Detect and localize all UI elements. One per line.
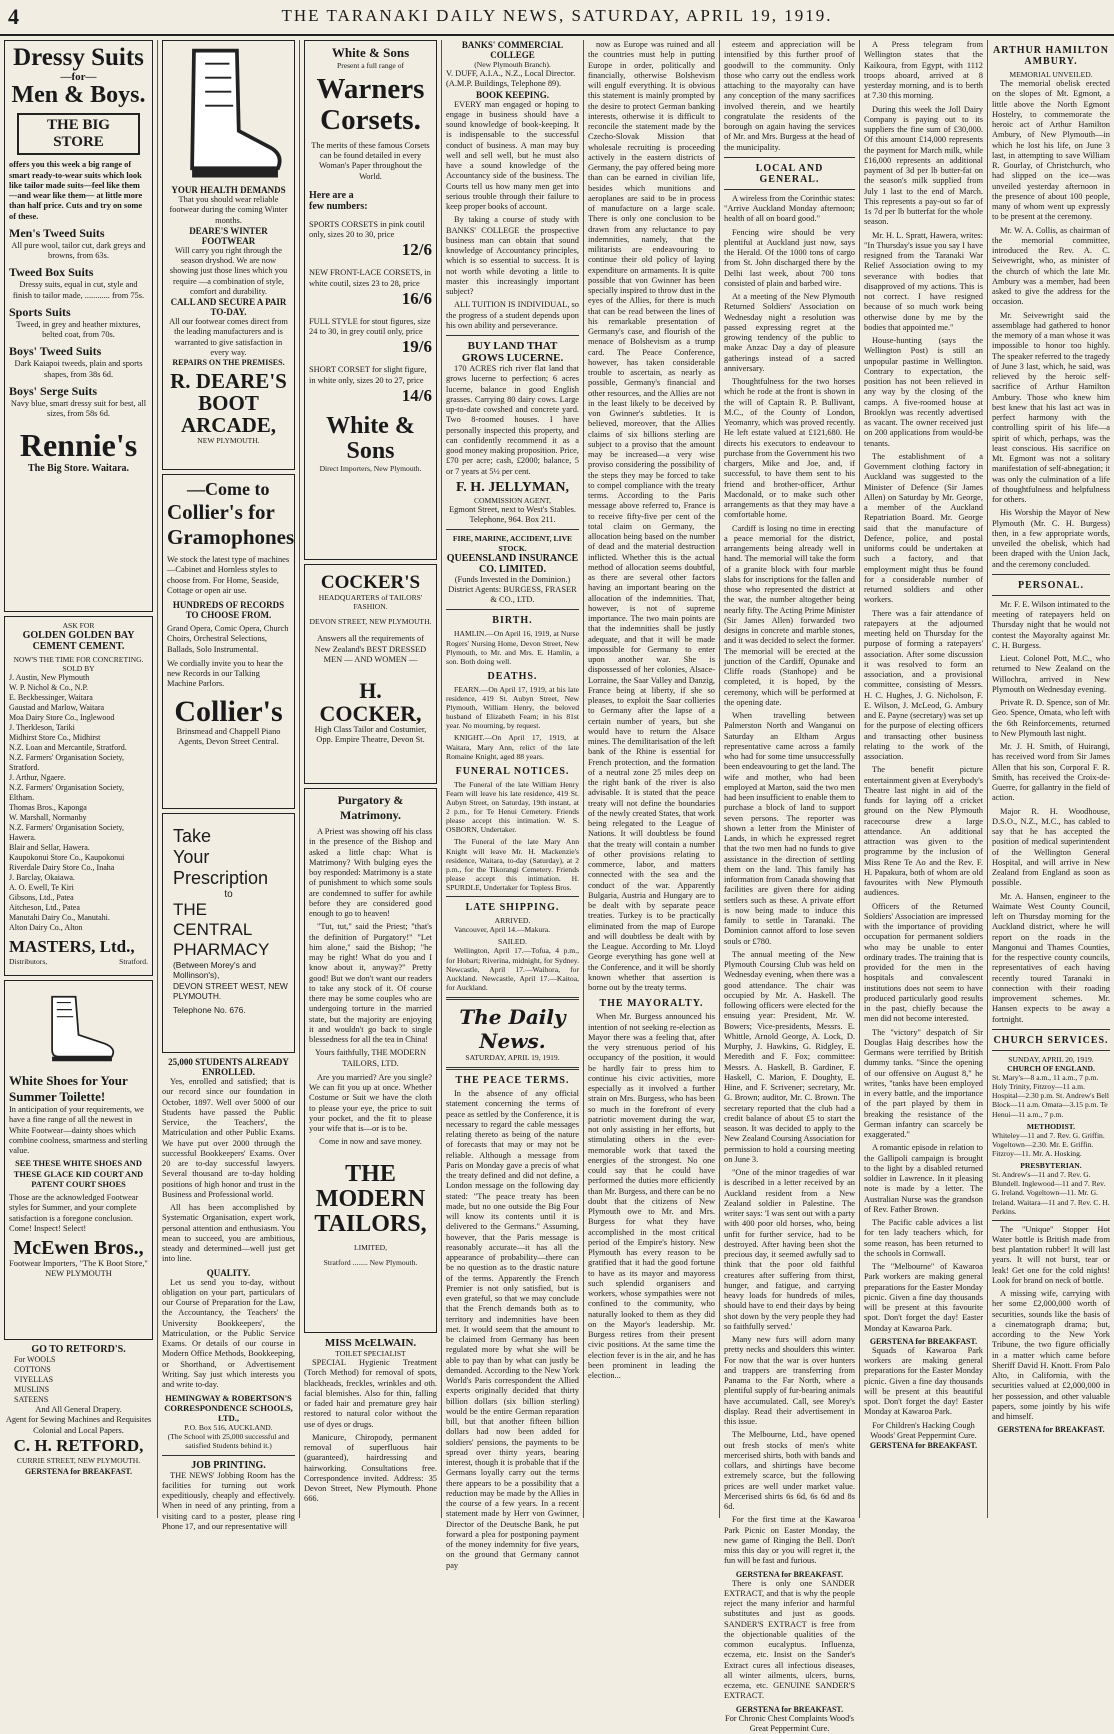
tuition-body: ALL TUITION IS INDIVIDUAL, so the progress of a student depends upon his own ability and perseverance. [446, 300, 579, 331]
corset-item-price: 14/6 [309, 386, 432, 406]
personal-item: Mr. A. Hansen, engineer to the Waimate West County Council, left on Thursday morning for the Auckland district, where he will report on the roads in the Mangonui and Thames Counties, for the respective county councils, representatives of each having recently toured Taranaki in connection with their roading improvement schemes. Mr. Hansen expects to be away a fortnight. [992, 892, 1110, 1025]
students-body-2: All has been accomplished by Systematic Organisation, expert work, personal attention and enthusiasm. You mean to succeed, you are ambitious, steady and determined—well just get into line. [162, 1203, 295, 1265]
mcewen-ad [4, 980, 153, 1340]
masters-town: Stratford. [119, 957, 148, 966]
suit-item [9, 305, 148, 341]
retford-drapery: And All General Drapery. [4, 1405, 153, 1415]
colliers-invite: We cordially invite you to hear the new Records in our Talking Machine Parlors. [167, 659, 290, 690]
death-notice: FEARN.—On April 17, 1919, at his late residence, 419 St. Aubyn Street, New Plymouth, William Henry, the beloved husband of Elizabeth Fearn; in his 81st year. No mourning, by request. [446, 685, 579, 731]
see-these: SEE THESE WHITE SHOES AND THESE GLACE KID COURT AND PATENT COURT SHOES [9, 1159, 148, 1190]
column-1 [0, 40, 158, 1518]
cement-stockist: J. Arthur, Ngaere. [9, 773, 148, 783]
banks-heading: BANKS' COMMERCIAL COLLEGE [446, 40, 579, 60]
ambury-body-2: Mr. W. A. Collis, as chairman of the memorial committee, introduced the Rev. A. C. Seivewright, who, as minister of the church of which the late Mr. Ambury was a member, had been asked to give the address for the occasion. [992, 226, 1110, 308]
white-sons-address: Direct Importers, New Plymouth. [309, 464, 432, 473]
gramophones: Gramophones [167, 525, 290, 550]
colliers-body: We stock the latest type of machines—Cabinet and Hornless styles to choose from. For Home, Seaside, Cottage or open air use. [167, 555, 290, 596]
corset-item-desc: SPORTS CORSETS in pink coutil only, sizes 20 to 30, price [309, 220, 432, 241]
sailed-heading: SAILED. [446, 937, 579, 946]
mcewen-subtitle: Footwear Importers, "The K Boot Store," NEW PLYMOUTH [9, 1259, 148, 1280]
local-item: The "Melbourne" of Kawaroa Park workers are making general preparations for the Easter Monday picnic. Given a fine day thousands will be present at this favourite spot. Don't forget the day! Easter Monday at Kawaroa Park. [864, 1262, 983, 1334]
ambury-heading: ARTHUR HAMILTON AMBURY. [992, 45, 1110, 67]
suit-item-name: Boys' Serge Suits [9, 384, 148, 399]
cockers-body: Answers all the requirements of New Zealand's BEST DRESSED MEN — AND WOMEN — [309, 634, 432, 665]
suit-item-desc: All pure wool, tailor cut, dark greys and browns, from 63s. [9, 241, 148, 262]
for-text: —for— [9, 71, 148, 83]
peace-terms-body: In the absence of any official statement concerning the terms of peace as settled by the Conference, it is necessary to regard the cable messages relating thereto as being of the nature of forecasts that may or may not be reliable. Although a message from Paris on Monday gave a precis of what the treaty defined and did not define, a London message on the following day stated: "The peace treaty has been made, but no one outside the Big Four will know its contents until it is delivered to the Germans." Assuming, however, that the Paris message is reasonably accurate—it has all the appearance of probability—there can be no question as to the drastic nature of the terms. Apparently the French Premier is not only satisfied, but is even grateful, so that we may conclude that the French demands both as to territory and indemnities have been met. It would seem that the amount to be claimed from Germany has been regulated more by what she will be able to pay than by what can justly be demanded. According to the New York World's Paris correspondent the Allied experts originally decided that thirty billion dollars (six billion sterling) would be the entire German reparation bill, but that another fifteen billion dollars had now been added for soldiers' pensions, the payments to be spread over thirty years, bearing interest, though it is probable that if the Germans loyally carry out the terms there appears to be a possibility that a reduction may be made by the Allies in the course of a few years. In a recent statement made by Herr von Gwinner, Director of the Deutsche Bank, he put forward a plea for postponing payment of the money indemnity for five years, on the ground that Germany cannot pay [446, 1089, 579, 1571]
hemingway-ad [162, 1057, 295, 1417]
banks-director: V. DUFF, A.I.A., N.Z., Local Director. (A.M.P. Buildings, Telephone 89). [446, 69, 579, 90]
suit-item [9, 384, 148, 420]
hemingway-address: P.O. Box 516, AUCKLAND. [162, 1423, 295, 1432]
funeral-heading: FUNERAL NOTICES. [446, 766, 579, 777]
corset-item-desc: FULL STYLE for stout figures, size 24 to 30, in grey coutil only, price [309, 317, 432, 338]
personal-heading: PERSONAL. [992, 580, 1110, 591]
banks-college-ad [446, 40, 579, 331]
bookkeeping-body: EVERY man engaged or hoping to engage in business should have a sound knowledge of book-keeping. It is indispensable to the successful conduct of business. A man may buy well and sell well, but he must also have a sound knowledge of the Accountancy side of the business. The Courts tell us how many men get into serious trouble through their failure to keep proper books of account. [446, 100, 579, 213]
suit-item [9, 265, 148, 301]
cement-stockist: E. Beckbessinger, Waitara [9, 693, 148, 703]
mcewen-logo: McEwen Bros., [9, 1238, 148, 1259]
deare-winter: DEARE'S WINTER FOOTWEAR [167, 226, 290, 246]
suit-item-desc: Navy blue, smart dressy suit for best, all sizes, from 58s 6d. [9, 399, 148, 420]
deare-name: R. DEARE'S BOOT ARCADE, [167, 370, 290, 436]
boot-illustration [167, 45, 290, 185]
masters-logo: MASTERS, Ltd., [9, 937, 148, 957]
pharmacy-ad [162, 813, 295, 1053]
column-6 [720, 40, 860, 1518]
cockers-heading: COCKER'S [309, 573, 432, 593]
banks-branch: (New Plymouth Branch). [446, 60, 579, 69]
white-sons-header: White & Sons [309, 45, 432, 61]
retford-papers: Colonial and Local Papers. [4, 1426, 153, 1436]
local-item: When travelling between Palmerston North and Wanganui on Saturday an Eltham Argus representative came across a family who had for some time unsuccessfully been endeavouring to get the land. The wife and mother, who had been employed at Marton, said the two men had been insufficient to enable them to purchase a block of land to support seven persons. The reporter was shown a letter from the Minister of Lands, in which he expressed regret that the two men had no funds to give assistance in the direction of settling them on the land. This family has information from Canada showing that facilities are given there for aiding settlers such as these. A private effort is now being made to induce this family to settle in Taranaki. The Dominion cannot afford to lose seven souls or £780. [724, 711, 855, 947]
local-item: Squads of Kawaroa Park workers are making general preparations for the Easter Monday picnic. Given a fine day thousands will be present at this beautiful spot. Don't forget the day! Easter Monday at Kawaroa Park. [864, 1346, 983, 1418]
corset-item-price: 12/6 [309, 240, 432, 260]
funeral-notice: The Funeral of the late Mary Ann Knight will leave Mr. H. Mackenzie's residence, Waitara, to-day (Saturday), at 2 p.m., for the Tikorangi Cemetery. Friends please accept this intimation. H. SPURDLE, Undertaker for Topless Bros. [446, 837, 579, 892]
memorial-subheading: MEMORIAL UNVEILED. [992, 70, 1110, 79]
sunday-date: SUNDAY, APRIL 20, 1919. [992, 1055, 1110, 1064]
hacking-cough-ad: For Children's Hacking Cough Woods' Great Peppermint Cure. [864, 1421, 983, 1442]
toilet-specialist: TOILET SPECIALIST [304, 1349, 437, 1358]
suits-intro: offers you this week a big range of smart ready-to-wear suits which look like tailor made suits—feel like them—and wear like them— at little more than half price. Cuts and try on some of these. [9, 160, 148, 222]
corset-item [309, 268, 432, 309]
corset-item [309, 365, 432, 406]
queensland-ad [446, 534, 579, 605]
cement-stockist: N.Z. Loan and Mercantile, Stratford. [9, 743, 148, 753]
white-sons-present: Present a full range of [309, 61, 432, 70]
cement-title: GOLDEN GOLDEN BAY CEMENT CEMENT. [9, 630, 148, 652]
jellyman-name: F. H. JELLYMAN, [446, 480, 579, 496]
column-8 [988, 40, 1114, 1518]
cockers-hq: HEADQUARTERS of TAILORS' FASHION. [309, 593, 432, 611]
column-3 [300, 40, 442, 1518]
jellyman-agent: COMMISSION AGENT, [446, 496, 579, 505]
students-heading: 25,000 STUDENTS ALREADY ENROLLED. [162, 1057, 295, 1077]
lucerne-ad [446, 340, 579, 525]
purgatory-body: A Priest was showing off his class in the presence of the Bishop and asked a little chap: What is Matrimony? With bulging eyes the boy responded: Matrimony is a state of punishment to which some souls are condemned to suffer for awhile before they are considered good enough to go to heaven! [309, 827, 432, 919]
queensland-sub: (Funds Invested in the Dominion.) District Agents: BURGESS, FRASER & CO., LTD. [446, 575, 579, 606]
suit-item-name: Boys' Tweed Suits [9, 344, 148, 359]
colliers-ad [162, 474, 295, 809]
corset-item-desc: SHORT CORSET for slight figure, in white only, sizes 20 to 27, price [309, 365, 432, 386]
column-7 [860, 40, 988, 1518]
gerstena-ad: GERSTENA for BREAKFAST. [724, 1570, 855, 1579]
suit-item-name: Tweed Box Suits [9, 265, 148, 280]
come-in-now: Come in now and save money. [309, 1137, 432, 1147]
editorial-date: SATURDAY, APRIL 19, 1919. [446, 1053, 579, 1062]
mayoralty-body: When Mr. Burgess announced his intention of not seeking re-election as Mayor there was a feeling that, after the very strenuous period of his occupancy of the position, it would be hardly fair to press him to continue his civic activities, more especially as it involved a further strain on Mrs. Burgess, who has been so much in the forefront of every patriotic movement during the war, not only assisting in her efforts, but stimulating others in the ever-memorable work that taxed the energies of the strongest. No one could say that he could have performed the duties more efficiently than Mr. Burgess, and there can be no doubt that the citizens of New Plymouth owe to Mr. and Mrs. Burgess for what they have accomplished in the most critical period of the Empire's history. New Plymouth has every reason to be gratified that it had the good fortune to have as its mayor and mayoress such splendid organisers and workers, whose sympathies were not confined to the community, who naturally looked to them as they did on the Mayor's leadership. Mr. Burgess retires from their present civic positions. At the same time the election fever is in the air, and he has been prominent in leading the election... [588, 1012, 715, 1381]
suit-item-name: Men's Tweed Suits [9, 226, 148, 241]
bookkeeping-body-2: By taking a course of study with BANKS' COLLEGE the prospective business man can obtain that sound knowledge of Accountancy principles, which is so essential to success. It is not worth while devoting a little to master this increasingly important subject? [446, 215, 579, 297]
corset-item-price: 19/6 [309, 337, 432, 357]
local-item: The Pacific cable advices a list for ten lady teachers which, for some reason, has been returned to the schools in Cornwall. [864, 1218, 983, 1259]
jellyman-address: Egmont Street, next to West's Stables. Telephone, 964. Box 211. [446, 505, 579, 526]
modern-tailors-logo: THE MODERN TAILORS, [309, 1162, 432, 1238]
quality-heading: QUALITY. [162, 1268, 295, 1278]
church-of-england-list: St. Mary's—8 a.m., 11 a.m., 7 p.m. Holy Trinity, Fitzroy—11 a.m. Hospital—2.30 p.m. St. Andrew's Bell Block—11 a.m. Omata—3.15 p.m. Te Henui—11 a.m., 7 p.m. [992, 1073, 1110, 1119]
personal-item: Lieut. Colonel Pott, M.C., who returned to New Zealand on the Willochra, arrived in New Plymouth on Wednesday evening. [992, 654, 1110, 695]
retford-item: VIYELLAS [14, 1375, 153, 1385]
birth-heading: BIRTH. [446, 615, 579, 626]
cement-now: NOW'S THE TIME FOR CONCRETING. [9, 655, 148, 664]
local-item: The establishment of a Government clothing factory in Auckland was suggested to the Minister of Defence (Sir James Allen) on Saturday by Mr. George, a member of the Auckland Repatriation Board. Mr. George said that the manufacture of Defence, police, and postal uniforms could be undertaken at such a factory, and that employment might thus be found for a considerable number of returned soldiers and other workers. [864, 452, 983, 606]
ambury-body-3: Mr. Seivewright said the assemblage had gathered to honor the memory of a man whose it was impossible to honor too highly. The speaker referred to the tragedy of June 3 last, which, he said, was relieved by the heroic self-sacrifice of Arthur Hamilton Ambury. Those who knew him best knew that his last act was in perfect harmony with the controlling spirit of his life—a spirit of which, perhaps, was the least conscious. His sacrifice on Mt. Egmont was not a solitary manifestation of self-abnegation; it was only the culmination of a life of thoughtfulness and helpfulness for others. [992, 311, 1110, 506]
sailed-body: Wellington, April 17.—Tofua, 4 p.m., for Hobart; Riverina, midnight, for Sydney. Newcastle, April 17.—Waihora, for Auckland. Newcastle, April 17.—Kaitoa, for Auckland. [446, 946, 579, 992]
presbyterian-list: St. Andrew's—11 and 7. Rev. G. Blundell. Inglewood—11 and 7. Rev. G. Ireland. Vogeltown—11. Mr. G. Ireland. Waitara—11 and 7. Rev. C. H. Perkins. [992, 1170, 1110, 1216]
cement-stockist: W. Marshall, Normanby [9, 813, 148, 823]
suit-item-desc: Tweed, in grey and heather mixtures, belted coat, from 70s. [9, 320, 148, 341]
methodist-heading: METHODIST. [992, 1122, 1110, 1131]
deare-ad [162, 40, 295, 470]
retford-item: MUSLINS [14, 1385, 153, 1395]
cement-stockist: Blair and Sellar, Hawera. [9, 843, 148, 853]
retford-address: CURRIE STREET, NEW PLYMOUTH. [4, 1456, 153, 1465]
call-secure: CALL AND SECURE A PAIR TO-DAY. [167, 297, 290, 317]
cement-ad [4, 616, 153, 976]
cement-stockist: J. Austin, New Plymouth [9, 673, 148, 683]
page-number: 4 [8, 4, 19, 30]
local-item: The annual meeting of the New Plymouth Coursing Club was held on Wednesday evening, when there was a good attendance. The chair was occupied by Mr. A. Haskell. The following officers were elected for the ensuing year: President, Mr. W. Bowers; Vice-presidents, Messrs. E. Whittle, Arnold George, A. Lock, D. Murphy, J. Hawkins, G. Ridgley, E. Meredith and F. Fox; committee: Messrs. A. Haskell, B. Gardiner, F. Haskell, C. Marion, F. Doughty, E. Hine, and F. Scrivener; secretary, Mr. G. Brown; auditor, Mr. C. Brown. The secretary reported that the club had a credit balance of about £5 to start the season. It was decided to apply to the New Zealand Coursing Association for permission to hold a coursing meeting on June 3. [724, 950, 855, 1165]
daily-news-masthead: The Daily News. [446, 1005, 579, 1053]
cement-sold: SOLD BY [9, 664, 148, 673]
job-printing: JOB PRINTING. [162, 1460, 295, 1471]
white-shoe-illustration [9, 985, 148, 1073]
local-item: Fencing wire should be very plentiful at Auckland just now, says the Herald. Of the 1000 tons of cargo from St. John discharged there by the Delhi last week, about 700 tons consisted of plain and barbed wire. [724, 228, 855, 290]
married-body: Are you married? Are you single? We can fit you up at once. Whether Costume or Suit we have the cloth to please your eye, the price to suit your pocket, and the fit to please your wife that is—or is to be. [309, 1073, 432, 1135]
queensland-heading: QUEENSLAND INSURANCE CO. LIMITED. [446, 553, 579, 575]
local-item: For the first time at the Kawaroa Park Picnic on Easter Monday, the new game of Ringing the Bell. Don't miss this day or you will regret it, the fun will be fast and furious. [724, 1515, 855, 1566]
modern-tailors-address: Stratford ........ New Plymouth. [309, 1258, 432, 1267]
gerstena-ad: GERSTENA for BREAKFAST. [724, 1705, 855, 1714]
retford-name: C. H. RETFORD, [4, 1436, 153, 1456]
cement-stockist-list [9, 673, 148, 933]
pharmacy-address: DEVON STREET WEST, NEW PLYMOUTH. [173, 981, 290, 1002]
column-5 [584, 40, 720, 1518]
white-shoes-body: In anticipation of your requirements, we have a fine range of all the newest in White Footwear—dainty shoes which combine coolness, smartness and sterling value. [9, 1105, 148, 1156]
manicure-body: Manicure, Chiropody, permanent removal of superfluous hair (guaranteed), hairdressing and hairworking. Consultations free. Correspondence invited. Address: 35 Devon Street, New Plymouth. Phone 666. [304, 1433, 437, 1505]
death-notice: KNIGHT.—On April 17, 1919, at Waitara, Mary Ann, relict of the late Romaine Knight, aged 88 years. [446, 733, 579, 760]
local-item: The Melbourne, Ltd., have opened out fresh stocks of men's white mercerised shirts, both with bands and collars, and shirtings have become extremely scarce, but the following prices are well under market value. Mercerised shirts 6s 6d, 6s 6d and 8s 6d. [724, 1430, 855, 1512]
rennies-logo: Rennie's [9, 429, 148, 463]
cement-stockist: J. Barclay, Okaiawa. [9, 873, 148, 883]
corset-item-desc: NEW FRONT-LACE CORSETS, in white coutil, sizes 23 to 28, price [309, 268, 432, 289]
come-to: —Come to [187, 479, 290, 500]
fire-marine: FIRE, MARINE, ACCIDENT, LIVE STOCK. [446, 534, 579, 552]
ambury-body: The memorial obelisk erected on the slopes of Mt. Egmont, a little above the North Egmont Hostelry, to commemorate the heroic act of Arthur Hamilton Ambury, of New Plymouth—in which he lost his life, on June 3 last, in attempting to save William R. Gourlay, of Christchurch, who had slipped on the ice—was unveiled yesterday afternoon in the presence of about 100 people, many of whom went up expressly to be present at the ceremony. [992, 79, 1110, 223]
limited-text: LIMITED, [309, 1243, 432, 1252]
gerstena-ad: GERSTENA for BREAKFAST. [864, 1441, 983, 1450]
local-item: The "victory" despatch of Sir Douglas Haig describes how the Germans were terrified by British dummy tanks. "Since the opening of our offensive on August 8," he writes, "tanks have been employed in every battle, and the importance of the part played by them in breaking the resistance of the German infantry can scarcely be exaggerated." [864, 1028, 983, 1141]
h-cocker-logo: H. COCKER, [309, 679, 432, 725]
cement-stockist: Kaupokonui Store Co., Kaupokonui [9, 853, 148, 863]
chronic-chest-ad: For Chronic Chest Complaints Wood's Great Peppermint Cure. [724, 1714, 855, 1734]
cement-stockist: Midhirst Store Co., Midhirst [9, 733, 148, 743]
personal-item: Mr. J. H. Smith, of Huirangi, has received word from Sir James Allen that his son, Corporal F. R. Smith, has received the Croix-de-Guerre, for gallantry in the field of action. [992, 742, 1110, 804]
cement-stockist: Aitcheson, Ltd., Patea [9, 903, 148, 913]
hundreds-records: HUNDREDS OF RECORDS TO CHOOSE FROM. [167, 600, 290, 620]
big-store-logo: THE BIG STORE [17, 113, 140, 155]
warners-heading: Warners [309, 74, 432, 104]
peace-terms-continued: now as Europe was ruined and all the countries must help in putting Europe in order, politically and financially, otherwise Bolshevism will engulf everything. It is obvious this statement is mainly prompted by the desire to protect German banking interests, otherwise it is difficult to reconcile the statement made by the Czecho-Slovak Mission that wholesale recruiting is proceeding actively in the eastern districts of Germany, the pay offered being more than can be earned in civilian life, besides which munitions and aeroplanes are said to be in process of manufacture on a large scale. There is only one conclusion to be drawn from any reluctance to pay indemnities, namely, that the militarists are endeavouring to continue their old policy of laying expenditure on armaments. It is quite possible that von Gwinner has been specially inspired to throw dust in the eyes of the Allies, for there is much that can be read between the lines of his remarkable presentation of Germany's case, and flourish of the menace of Bolshevism as a trump card. The Peace Conference, however, has taken considerable trouble to ascertain, as nearly as possible, Germany's financial and other resources, and the Allies are not in the least likely to be deceived by von Gwinner's subtleties. It is believed, moreover, that the Allies claims of six billions sterling are subject to a proviso that the amount may be increased—a very wise proviso considering the possibility of the steps they may be forced to take to compel compliance with the treaty terms. According to the Paris message above referred to, France is to receive fifty-five per cent of the total claim on Germany, the allocation being based on the number of dead and the material destruction inflicted. Whether this is the actual method of allocation seems doubtful, as there are several other factors having an important bearing on the allocation of the indemnities. That, however, is not of supreme importance. The two main points are that the indemnities shall be justly adequate, and that it will be made impossible for Germany to enter upon another war. She is dispossessed of her colonies, Alsace-Lorraine, the Saar Valley and Danzig, France being at liberty, if she so pleases, to exploit the Saar collieries to Germany after the lapse of a certain number of years, but she would have to return the Alsace mines. The demilitarisation of the left bank of the Rhine is essential for French protection, and the formation of a neutral zone 25 miles deep on the right bank of the river is also advisable. It is stated that the peace treaty will not define the boundaries of the newly created States, that work being relegated to the League of Nations. It will doubtless be found that the treaty will contain a number of other provisions relating to commerce, labor, and matters connected with the sea and the conduct of the war. Apparently Bulgaria, Austria and Hungary are to be dealt with by separate peace treaties. Turkey is to be practically eliminated from the map of Europe and will doubtless be dealt with by the League. According to Mr. Lloyd George everything has gone well at the Conference, and it will be shortly known whether that assertion is borne out by the treaty terms. [588, 40, 715, 993]
retford-item: COTTONS [14, 1365, 153, 1375]
mayoralty-heading: THE MAYORALTY. [588, 998, 715, 1009]
masters-distributors: Distributors, [9, 957, 47, 966]
cement-stockist: N.Z. Farmers' Organisation Society, Eltham. [9, 783, 148, 803]
deaths-heading: DEATHS. [446, 671, 579, 682]
white-shoes-heading: White Shoes for Your Summer Toilette! [9, 1073, 148, 1105]
acres-body: 170 ACRES rich river flat land that grows lucerne to perfection; 6 acres lucerne, balance in good English grasses. Carrying 80 dairy cows. Large up-to-date cowshed and concrete yard. Two 8-roomed houses. I have personally inspected this property, and can confidently recommend it as a good money making proposition. Price, £70 per acre; cash, £2000; balance, 5 or 7 years at 5½ per cent. [446, 364, 579, 477]
corset-item [309, 220, 432, 261]
church-of-england: CHURCH OF ENGLAND. [992, 1064, 1110, 1073]
pharmacy-telephone: Telephone No. 676. [173, 1005, 290, 1015]
corsets-body: The merits of these famous Corsets can be found detailed in every Woman's Paper throughout the World. [309, 141, 432, 182]
local-item: At a meeting of the New Plymouth Returned Soldiers' Association on Wednesday night a resolution was passed expressing regret at the growing tendency of the public to make Anzac Day a day of pleasure gatherings instead of a sacred anniversary. [724, 292, 855, 374]
church-services-heading: CHURCH SERVICES. [992, 1035, 1110, 1046]
cement-stockist: N.Z. Farmers' Organisation Society, Stratford. [9, 753, 148, 773]
arrived-body: Vancouver, April 14.—Makura. [446, 925, 579, 934]
records-list: Grand Opera, Comic Opera, Church Choirs, Orchestral Selections, Ballads, Solo Instrumental. [167, 624, 290, 655]
rennies-ad [4, 40, 153, 612]
miss-mcelwain: MISS McELWAIN. [304, 1337, 437, 1349]
retford-items [14, 1355, 153, 1405]
pharmacy-between: (Between Morey's and Mollinson's), [173, 960, 290, 981]
gerstena-ad: GERSTENA for BREAKFAST. [4, 1467, 153, 1476]
call-body: All our footwear comes direct from the leading manufacturers and is warranted to give satisfaction in every way. [167, 317, 290, 358]
mcelwain-ad [304, 1337, 437, 1517]
cocker-ad [304, 564, 437, 784]
shipping-heading: LATE SHIPPING. [446, 902, 579, 913]
bookkeeping-heading: BOOK KEEPING. [446, 90, 579, 100]
peace-terms-heading: THE PEACE TERMS. [446, 1075, 579, 1086]
to-text: to [167, 889, 290, 900]
colliers-logo: Collier's [167, 696, 290, 728]
retford-item: For WOOLS [14, 1355, 153, 1365]
repairs: REPAIRS ON THE PREMISES. [167, 358, 290, 367]
corsets-heading: Corsets. [309, 105, 432, 135]
modern-tailors-ad [304, 788, 437, 1333]
health-demands: YOUR HEALTH DEMANDS [167, 185, 290, 195]
cockers-address: DEVON STREET, NEW PLYMOUTH. [309, 617, 432, 626]
local-item: House-hunting (says the Wellington Post) is still an unpopular pastime in Wellington. Contrary to expectation, the position has not been relieved in any way by the closing of the camps. A five-roomed house at Brooklyn was recently advertised as vacant. The owner received just on 200 applications from would-be tenants. [864, 336, 983, 449]
students-body: Yes, enrolled and satisfied; that is our record since our foundation in October, 1897. Well over 5000 of our Students have passed the Public Service, the Teachers', the Matriculation and other Public Exams. We have put over 2000 through the successful Bookkeepers' Exams. Over 20 are to-day successful lawyers. Several thousand are to-day holding positions of high honor and trust in the Business and Professional world. [162, 1077, 295, 1200]
local-item: Thoughtfulness for the two horses which he rode at the front is shown in the will of Captain R. P. Bullivant, M.C., of the County of London, Yeomanry, which was proved recently. He left estate valued at £121,680. He directs his executors to endeavour to purchase from the Government his two chargers, Mike and Joe, and, if successful, to have them sent to his friend and brother-officer, Arthur Macdonald, or to make such other arrangements as that they may have a comfortable home. [724, 377, 855, 521]
retford-agent: Agent for Sewing Machines and Requisites [4, 1415, 153, 1425]
funeral-notice: The Funeral of the late William Henry Fearn will leave his late residence, 419 St. Aubyn Street, on Saturday, 19th instant, at 2 p.m., for Te Henui Cemetery. Friends please accept this intimation. W. S. OSBORN, Undertaker. [446, 780, 579, 835]
missing-wife-item: A missing wife, carrying with her some £2,000,000 worth of securities, sounds like the basis of a cinematograph drama; but, according to the New York Tribune, the two figure officially in a matter which came before Sheriff David H. Knott. From Palo Alto, in California, with the securities valued at £2,000,000 in her possession, and other valuable papers, some jointly by his wife and himself. [992, 1289, 1110, 1422]
sander-ad: There is only one SANDER EXTRACT, and that is why the people reject the many inferior and harmful substitutes and just as goods. SANDER'S EXTRACT is free from the objectionable qualities of the common eucalyptus. Influenza, eczema, etc. Insist on the Sander's Extract cures all infectious diseases, all winter ailments, ulcers, burns, eczema, etc. GENUINE SANDER'S EXTRACT. [724, 1579, 855, 1702]
column-4 [442, 40, 584, 1518]
local-item: Officers of the Returned Soldiers' Association are impressed with the importance of providing occupation for permanent soldiers who may be unable to enter ordinary trades. The training that is provided for the men in the hospitals and convalescent institutions does not seem to have produced particularly good results in the past, chiefly because the men did not become interested. [864, 902, 983, 1025]
local-item: During this week the Joll Dairy Company is paying out to its suppliers the fine sum of £30,000. Of this amount £14,000 represents the payment for March milk, while £16,000 represents an additional payment of 3d per lb butter-fat on the season's milk supplied from July 1 last to the end of March. This represents a pay-out so far of 1s 7d per lb butterfat for the whole season. [864, 105, 983, 228]
hemingway-name: HEMINGWAY & ROBERTSON'S CORRESPONDENCE SCHOOLS, LTD., [162, 1393, 295, 1423]
quality-body: Let us send you to-day, without obligation on your part, particulars of our Course of Preparation for the Law, the Accountancy, the Teachers' the University Bookkeepers', the Matriculation, or the Public Service Exams. Or details of our course in Modern Office Methods, Bookkeeping, or Shorthand, or Advertisement Writing. Say just which interests you and write to-day. [162, 1278, 295, 1391]
colliers-for: Collier's for [167, 500, 290, 525]
cement-stockist: Gibsons, Ltd., Patea [9, 893, 148, 903]
buy-land-heading: BUY LAND THAT GROWS LUCERNE. [446, 340, 579, 364]
local-item: A Press telegram from Wellington states that the Kaikoura, from Egypt, with 1112 troops aboard, arrived at 8 yesterday morning, and is to berth at 7.30 this morning. [864, 40, 983, 102]
local-item: A wireless from the Corinthic states: "Arrive Auckland Monday afternoon; health of all on board good." [724, 194, 855, 225]
cement-stockist: Alton Dairy Co., Alton [9, 923, 148, 933]
corset-item [309, 317, 432, 358]
local-general-heading: LOCAL AND GENERAL. [724, 163, 855, 185]
suit-item [9, 344, 148, 380]
newspaper-title: THE TARANAKI DAILY NEWS, SATURDAY, APRIL 19, 1919. [0, 6, 1114, 26]
suit-item-name: Sports Suits [9, 305, 148, 320]
central-pharmacy: THE CENTRAL PHARMACY [173, 900, 290, 960]
retford-go: GO TO RETFORD'S. [4, 1344, 153, 1355]
corset-price-list [309, 220, 432, 406]
white-sons-ad [304, 40, 437, 560]
arrived-heading: ARRIVED. [446, 916, 579, 925]
local-item: Many new furs will adorn many pretty necks and shoulders this winter. For now that the war is over hunters and trappers are transferring from Panama to the Far North, where a plentiful supply of fur-bearing animals have accumulated. Call, see Morey's display. Read their advertisement in this issue. [724, 1335, 855, 1427]
deare-body: Will carry you right through the season dryshod. We are now showing just those lines which you require —a combination of style, comfort and durability. [167, 246, 290, 297]
take-text: Take [173, 826, 290, 847]
deare-town: NEW PLYMOUTH. [167, 436, 290, 445]
cement-stockist: Riverdale Dairy Store Co., Inaha [9, 863, 148, 873]
ambury-body-4: His Worship the Mayor of New Plymouth (Mr. C. H. Burgess) then, in a few appropriate words, unveiled the obelisk, which had been draped with the Union Jack, and the ceremony concluded. [992, 508, 1110, 570]
here-are: Here are a few numbers: [309, 190, 369, 212]
colliers-address: Brinsmead and Chappell Piano Agents, Devon Street Central. [167, 727, 290, 748]
white-sons-logo: White & Sons [309, 414, 432, 464]
local-item: The benefit picture entertainment given at Everybody's Theatre last night in aid of the funds for laying off a cricket ground on the New Plymouth racecourse drew a large attendance. An additional attraction was given to the programme by the inclusion of Miss Rene Te Ao and the Rev. F. H. Papakura, both of whom are old favourites with New Plymouth audiences. [864, 765, 983, 898]
methodist-list: Whiteley—11 and 7. Rev. G. Griffin. Vogeltown—2.30. Mr. E. Griffin. Fitzroy—11. Mr. A. Hosking. [992, 1131, 1110, 1158]
cement-stockist: A. O. Ewell, Te Kiri [9, 883, 148, 893]
hemingway-note: (The School with 25,000 successful and satisfied Students behind it.) [162, 1432, 295, 1450]
personal-item: Mr. F. E. Wilson intimated to the meeting of ratepayers held on Thursday night that he would not contest the Mayoralty against Mr. C. H. Burgess. [992, 600, 1110, 651]
cement-stockist: W. P. Nichol & Co., N.P. [9, 683, 148, 693]
cement-stockist: J. Therkleson, Tariki [9, 723, 148, 733]
purgatory-heading: Purgatory & Matrimony. [309, 793, 432, 823]
corset-item-price: 16/6 [309, 289, 432, 309]
dressy-suits-heading: Dressy Suits [9, 45, 148, 71]
column-2 [158, 40, 300, 1518]
purgatory-body-2: "Tut, tut," said the Priest; "that's the definition of Purgatory!" "Let him alone," said the Bishop; "he may be right! What do you and I know about it, anyway?" Pretty good! But we don't want our readers to take any stock of it. Of course there may be some couples who are undergoing torture in the married state, but the majority are enjoying it and wouldn't go back to single blessedness for all the tea in China! [309, 922, 432, 1045]
local-item: A romantic episode in relation to the Gallipoli campaign is brought to the light by a disabled returned soldier in Lawrence. In it pleasing note is made by a letter. The Australian Nurse was the grandson of Rev. Father Brown. [864, 1143, 983, 1215]
retford-ad [4, 1344, 153, 1514]
health-body: That you should wear reliable footwear during the coming Winter months. [167, 195, 290, 226]
mayoralty-continued: esteem and appreciation will be intensified by this further proof of goodwill to the community. Only those who carry out the endless work attaching to the mayoralty can have any conception of the many sacrifices involved therein, and we heartily congratulate the residents of the borough on again having the services of Mr. and Mrs. Burgess at the head of the municipality. [724, 40, 855, 153]
masters-footer [9, 957, 148, 966]
retford-item: SATEENS [14, 1395, 153, 1405]
presbyterian-heading: PRESBYTERIAN. [992, 1161, 1110, 1170]
special-treatment: SPECIAL Hygienic Treatment (Torch Method) for removal of spots, blackheads, freckles, wrinkles and oth. facial blemishes. Also for thin, falling or faded hair and premature grey hair restored to natural color without the use of dyes or drugs. [304, 1358, 437, 1430]
birth-notice: HAMLIN.—On April 16, 1919, at Nurse Rogers' Nursing Home, Devon Street, New Plymouth, to Mr. and Mrs. E. Hamlin, a son. Both doing well. [446, 629, 579, 665]
local-item: "One of the minor tragedies of war is described in a letter received by an Auckland resident from a New Zealand soldier in Palestine. The writer says: 'I was sent out with a party with 400 poor old horses, who, being unfit for further service, had to be destroyed. After having been shot the precious day, it seemed awfully sad to think that the poor old faithful creatures after suffering from thirst, hunger, and fatigue, and carrying heavy loads for hundreds of miles, should have to end their days by being shot down by the very people they had so faithfully served.' [724, 1168, 855, 1332]
local-item: There was a fair attendance of ratepayers at the adjourned meeting held on Thursday for the purpose of forming a ratepayers' association. After some discussion it was resolved to form an association, and a provisional committee, consisting of Messrs. H. C. Hughes, J. G. Nicholson, F. E. Wilson, J. McLeod, G. Ambury and E. Payne (secretary) was set up for the purpose of electing officers and transacting other business relating to the work of the association. [864, 609, 983, 763]
cement-stockist: Manutahi Dairy Co., Manutahi. [9, 913, 148, 923]
your-text: Your [173, 847, 290, 868]
h-cocker-subtitle: High Class Tailor and Costumier, Opp. Empire Theatre, Devon St. [309, 725, 432, 746]
rennies-subtitle: The Big Store. Waitara. [9, 463, 148, 474]
those-are: Those are the acknowledged Footwear styles for Summer, and your complete satisfaction is a foregone conclusion. Come! Inspect! Select! [9, 1193, 148, 1234]
cement-ask: ASK FOR [9, 621, 148, 630]
suit-item-desc: Dressy suits, equal in cut, style and finish to tailor made, ............ from 75s. [9, 280, 148, 301]
prescription-text: Prescription [173, 868, 290, 889]
cement-stockist: Gaustad and Marlow, Waitara [9, 703, 148, 713]
local-item: Mr. H. L. Spratt, Hawera, writes: "In Thursday's issue you say I have resigned from the Taranaki War Relief Association owing to my severance with bodies that disapproved of my actions. This is not correct. I have resigned because of so much work being otherwise done by me by the bodies that appointed me." [864, 231, 983, 334]
personal-item: Major R. H. Woodhouse, D.S.O., N.Z., M.C., has cabled to say that he has accepted the position of medical superintendent of the Wellington General Hospital, and will arrive in New Zealand from England as soon as possible. [992, 807, 1110, 889]
gerstena-ad: GERSTENA for BREAKFAST. [864, 1337, 983, 1346]
masthead [0, 0, 1114, 36]
purgatory-signoff: Yours faithfully, THE MODERN TAILORS, LTD. [309, 1048, 432, 1069]
cement-stockist: N.Z. Farmers' Organisation Society, Hawera. [9, 823, 148, 843]
hot-water-bottle-ad: The "Unique" Stopper Hot Water bottle is British made from best plantation rubber! It will last years. It will not burst, tear or leak! Get one for the cold nights! Look for brand on neck of bottle. [992, 1225, 1110, 1287]
local-item: Cardiff is losing no time in erecting a peace memorial for the district, arrangements being already well in hand. The memorial will take the form of a granite block with four marble slabs for inscriptions for the fallen and those who represented the district at the war, the number altogether being nearly fifty. The Acting Prime Minister (Sir James Allen) forwarded two designs in concrete and marble stones, and it was decided to select the former. The memorial will be erected at the junction of the Cardiff, Opunake and Cliffe roads (Stanhope) and be completed, it is hoped, by the ceremony, which will be performed at the opening date. [724, 524, 855, 709]
suit-item-desc: Dark Kaiapoi tweeds, plain and sports shapes, from 38s 6d. [9, 359, 148, 380]
men-boys-heading: Men & Boys. [9, 83, 148, 108]
suit-item [9, 226, 148, 262]
job-printing-body: THE NEWS' Jobbing Room has the facilities for turning out work expeditiously, cheaply and effectively. When in need of any printing, from a visiting card to a poster, please ring Phone 17, and our representative will [162, 1471, 295, 1533]
cement-stockist: Moa Dairy Store Co., Inglewood [9, 713, 148, 723]
personal-item: Private R. D. Spence, son of Mr. Geo. Spence, Omata, who left with the 6th Reinforcements, returned to New Plymouth last night. [992, 698, 1110, 739]
cement-stockist: Thomas Bros., Kaponga [9, 803, 148, 813]
gerstena-ad: GERSTENA for BREAKFAST. [992, 1425, 1110, 1434]
